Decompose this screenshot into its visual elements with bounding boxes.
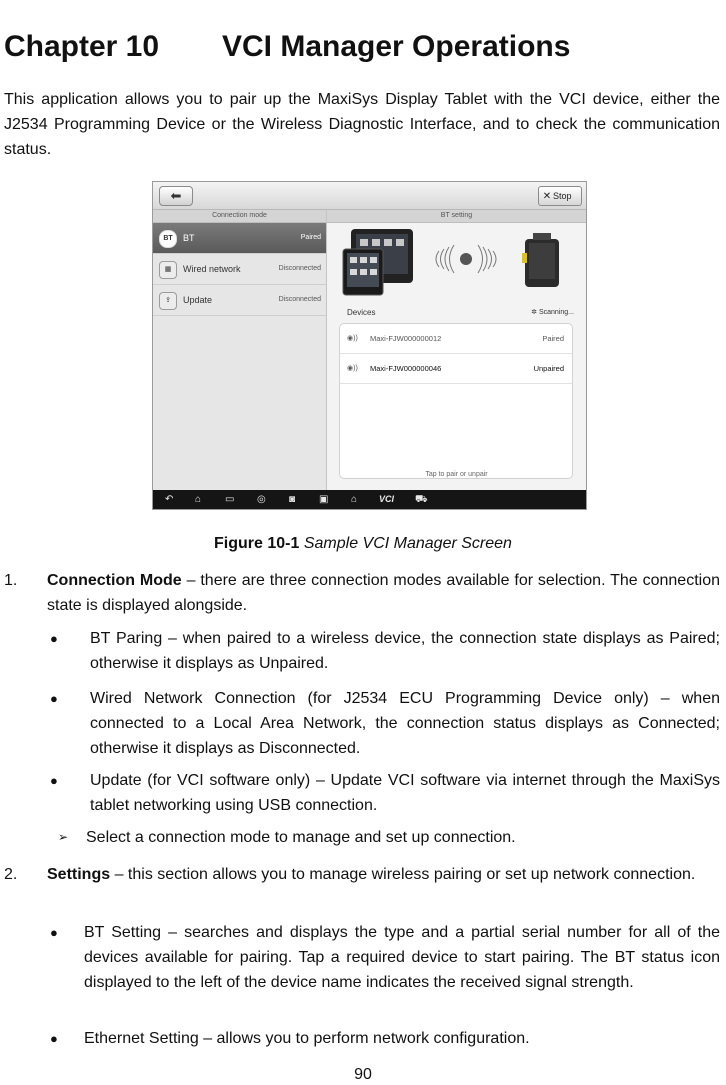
stop-icon: ✕ — [542, 191, 552, 202]
item-number: 1. — [4, 572, 18, 589]
back-arrow-icon: ⬅ — [170, 188, 182, 203]
mode-status: Disconnected — [278, 296, 321, 303]
chapter-number: Chapter 10 — [4, 30, 160, 63]
bullet-dot: ● — [50, 1031, 58, 1046]
item-heading: Connection Mode — [47, 572, 182, 589]
figure-title: Sample VCI Manager Screen — [303, 535, 512, 552]
devices-label: Devices — [347, 308, 376, 317]
item-connection-mode — [47, 568, 720, 618]
bullet-dot: ● — [50, 631, 58, 646]
mode-label: Wired network — [183, 264, 241, 274]
stop-label: Stop — [553, 191, 572, 201]
bullet-dot: ● — [50, 925, 58, 940]
intro-paragraph: This application allows you to pair up the MaxiSys Display Tablet with the VCI device, either the J2534 Programming Device or the Wireless Diagnostic Interface, and to check the communication status. — [4, 91, 720, 158]
bt-setting-header: BT setting — [327, 210, 586, 223]
car-icon[interactable]: ⛟ — [415, 494, 428, 505]
camera-icon[interactable]: ◙ — [289, 494, 296, 505]
figure-label: Figure 10-1 — [214, 535, 300, 552]
browser-icon[interactable]: ◎ — [257, 494, 266, 505]
chapter-title: VCI Manager Operations — [222, 30, 571, 63]
bt-setting-pane — [327, 210, 586, 490]
device-status: Paired — [542, 334, 564, 343]
home-icon[interactable]: ⌂ — [195, 494, 202, 505]
tap-hint: Tap to pair or unpair — [425, 471, 488, 478]
vci-icon[interactable]: VCI — [379, 494, 395, 504]
mode-bt[interactable] — [153, 223, 326, 254]
bullet-ethernet-setting: Ethernet Setting – allows you to perform network configuration. — [84, 1030, 530, 1047]
bullet-update: Update (for VCI software only) – Update VCI software via internet through the MaxiSys tablet networking using USB connection. — [90, 772, 720, 814]
figure-caption — [0, 535, 726, 553]
shop-icon[interactable]: ⌂ — [351, 494, 358, 505]
mode-label: Update — [183, 295, 213, 305]
connection-mode-header: Connection mode — [153, 210, 326, 223]
spinner-icon: ✲ — [531, 309, 539, 316]
bluetooth-icon — [460, 253, 472, 265]
page-number: 90 — [354, 1066, 372, 1083]
item-text: – there are three connection modes available for selection. The connection state is displayed alongside. — [47, 572, 720, 614]
device-list — [339, 323, 573, 479]
device-status: Unpaired — [533, 364, 564, 373]
device-row[interactable] — [340, 324, 572, 354]
arrow-item: Select a connection mode to manage and set up connection. — [86, 829, 516, 846]
mode-wired-network[interactable] — [153, 254, 326, 285]
signal-strength-icon: ◉)) — [347, 365, 358, 372]
scanning-label: Scanning... — [538, 309, 574, 316]
device-name: Maxi-FJW000000012 — [370, 334, 442, 343]
recent-apps-icon[interactable]: ▭ — [225, 494, 235, 505]
top-toolbar — [153, 182, 586, 210]
arrow-bullet-icon: ➢ — [58, 830, 69, 844]
device-illustration — [327, 223, 586, 307]
mode-status: Disconnected — [278, 265, 321, 272]
bullet-bt-setting: BT Setting – searches and displays the type and a partial serial number for all of the devices available for pairing. Tap a required device to start pairing. The BT status icon displayed to the left of the device name indicates the received signal strength. — [84, 924, 720, 991]
scanning-status — [531, 308, 574, 316]
bullet-dot: ● — [50, 773, 58, 788]
bt-icon: BT — [159, 230, 177, 248]
back-nav-icon[interactable]: ↶ — [165, 494, 174, 505]
mode-label: BT — [183, 233, 195, 243]
mode-update[interactable] — [153, 285, 326, 316]
connection-mode-pane — [153, 210, 327, 490]
bottom-navbar — [153, 490, 586, 509]
update-icon: ⇪ — [159, 292, 177, 310]
chapter-heading — [4, 30, 570, 64]
signal-strength-icon: ◉)) — [347, 335, 358, 342]
bullet-dot: ● — [50, 691, 58, 706]
vci-manager-screenshot — [152, 181, 587, 510]
bullet-wired-network: Wired Network Connection (for J2534 ECU Programming Device only) – when connected to a Local Area Network, the connection status displays as Connected; otherwise it displays as Disconnected. — [90, 690, 720, 757]
display-icon[interactable]: ▣ — [319, 494, 329, 505]
item-heading: Settings — [47, 866, 111, 883]
mode-status: Paired — [300, 234, 321, 241]
device-name: Maxi-FJW000000046 — [370, 364, 442, 373]
item-text: – this section allows you to manage wireless pairing or set up network connection. — [110, 866, 696, 883]
network-icon: ▦ — [159, 261, 177, 279]
stop-button[interactable] — [538, 186, 582, 206]
back-button[interactable] — [159, 186, 193, 206]
bullet-bt-paring: BT Paring – when paired to a wireless device, the connection state displays as Paired; otherwise it displays as Unpaired. — [90, 630, 720, 672]
item-settings — [47, 862, 720, 887]
device-row[interactable] — [340, 354, 572, 384]
item-number: 2. — [4, 866, 18, 883]
